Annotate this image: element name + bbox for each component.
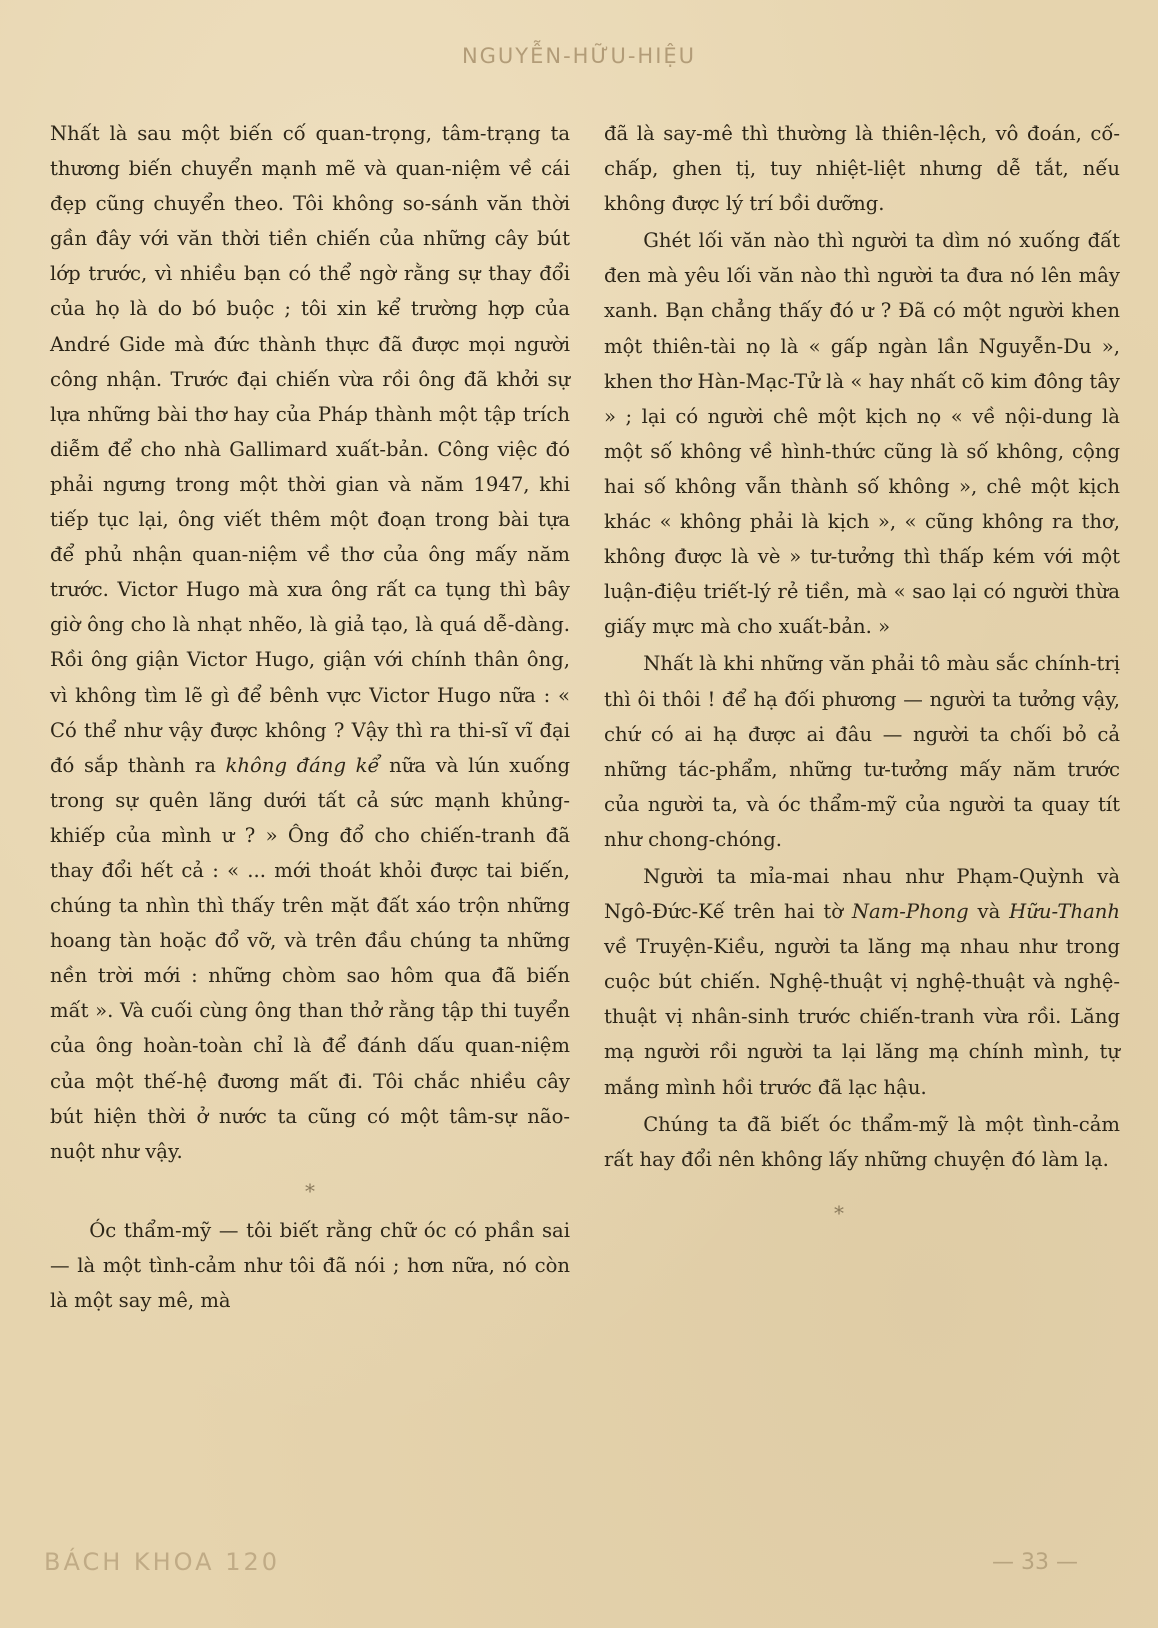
right-column [604,116,1120,1235]
left-paragraph-2: Óc thẩm-mỹ — tôi biết rằng chữ óc có phần sai — là một tình-cảm như tôi đã nói ; hơn nữa, nó còn là một say mê, mà [50,1218,570,1312]
left-paragraph-1-text: Nhất là sau một biến cố quan-trọng, tâm-trạng ta thương biến chuyển mạnh mẽ và quan-niệm về cái đẹp cũng chuyển theo. Tôi không so-sánh văn thời gần đây với văn thời tiền chiến của những cây bút lớp trước, vì nhiều bạn có thể ngờ rằng sự thay đổi của họ là do bó buộc ; tôi xin kể trường hợp của André Gide mà đức thành thực đã được mọi người công nhận. Trước đại chiến vừa rồi ông đã khởi sự lựa những bài thơ hay của Pháp thành một tập trích diễm để cho nhà Gallimard xuất-bản. Công việc đó phải ngưng trong một thời gian và năm 1947, khi tiếp tục lại, ông viết thêm một đoạn trong bài tựa để phủ nhận quan-niệm về thơ của ông mấy năm trước. Victor Hugo mà xưa ông rất ca tụng thì bây giờ ông cho là nhạt nhẽo, là giả tạo, là quá dễ-dàng. Rồi ông giận Victor Hugo, giận với chính thân ông, vì không tìm lẽ gì để bênh vực Victor Hugo nữa : « Có thể như vậy được không ? Vậy thì ra thi-sĩ vĩ đại đó sắp thành ra [50,122,570,777]
section-separator-left: * [305,1178,315,1203]
left-paragraph-1 [50,116,570,1169]
running-header: NGUYỄN-HỮU-HIỆU [461,44,697,68]
left-column [50,116,570,1318]
right-paragraph-1: đã là say-mê thì thường là thiên-lệch, vô đoán, cố-chấp, ghen tị, tuy nhiệt-liệt nhưng dễ tắt, nếu không được lý trí bồi dưỡng. [604,122,1120,216]
left-paragraph-1-tail: nữa và lún xuống trong sự quên lãng dưới tất cả sức mạnh khủng-khiếp của mình ư ? » Ông đổ cho chiến-tranh đã thay đổi hết cả : « ... mới thoát khỏi được tai biến, chúng ta nhìn thì thấy trên mặt đất xáo trộn những hoang tàn hoặc đổ vỡ, và trên đầu chúng ta những nền trời mới : những chòm sao hôm qua đã biến mất ». Và cuối cùng ông than thở rằng tập thi tuyển của ông hoàn-toàn chỉ là để đánh dấu quan-niệm của một thế-hệ đương mất đi. Tôi chắc nhiều cây bút hiện thời ở nước ta cũng có một tâm-sự não-nuột như vậy. [50,753,571,1163]
right-paragraph-4-emphasis-2: Hữu-Thanh [1009,900,1120,924]
footer-magazine-name: BÁCH KHOA 120 [44,1548,281,1576]
right-paragraph-4-part-c: về Truyện-Kiều, người ta lăng mạ nhau như trong cuộc bút chiến. Nghệ-thuật vị nghệ-thuật và nghệ-thuật vị nhân-sinh trước chiến-tranh vừa rồi. Lăng mạ người rồi người ta lại lăng mạ chính mình, tự mắng mình hồi trước đã lạc hậu. [604,935,1120,1099]
right-paragraph-4-part-b: và [977,900,1001,924]
right-paragraph-4-emphasis-1: Nam-Phong [851,900,969,924]
right-paragraph-5: Chúng ta đã biết óc thẩm-mỹ là một tình-cảm rất hay đổi nên không lấy những chuyện đó làm lạ. [604,1112,1120,1171]
right-paragraph-3: Nhất là khi những văn phải tô màu sắc chính-trị thì ôi thôi ! để hạ đối phương — người ta tưởng vậy, chứ có ai hạ được ai đâu — người ta chối bỏ cả những tác-phẩm, những tư-tưởng mấy năm trước của người ta, và óc thẩm-mỹ của người ta quay tít như chong-chóng. [604,652,1120,851]
right-paragraph-2: Ghét lối văn nào thì người ta dìm nó xuống đất đen mà yêu lối văn nào thì người ta đưa nó lên mây xanh. Bạn chẳng thấy đó ư ? Đã có một người khen một thiên-tài nọ là « gấp ngàn lần Nguyễn-Du », khen thơ Hàn-Mạc-Tử là « hay nhất cõ kim đông tây » ; lại có người chê một kịch nọ « về nội-dung là một số không về hình-thức cũng là số không, cộng hai số không vẫn thành số không », chê một kịch khác « không phải là kịch », « cũng không ra thơ, không được là vè » tư-tưởng thì thấp kém với một luận-điệu triết-lý rẻ tiền, mà « sao lại có người thừa giấy mực mà cho xuất-bản. » [604,229,1120,639]
left-paragraph-1-emphasis: không đáng kể [225,753,380,777]
right-paragraph-4 [604,859,1120,1105]
section-separator-right: * [834,1200,844,1225]
right-paragraph-4-part-a: Người ta mỉa-mai nhau như Phạm-Quỳnh và Ngô-Đức-Kế trên hai tờ [604,864,1120,924]
footer-page-number: — 33 — [992,1550,1078,1575]
